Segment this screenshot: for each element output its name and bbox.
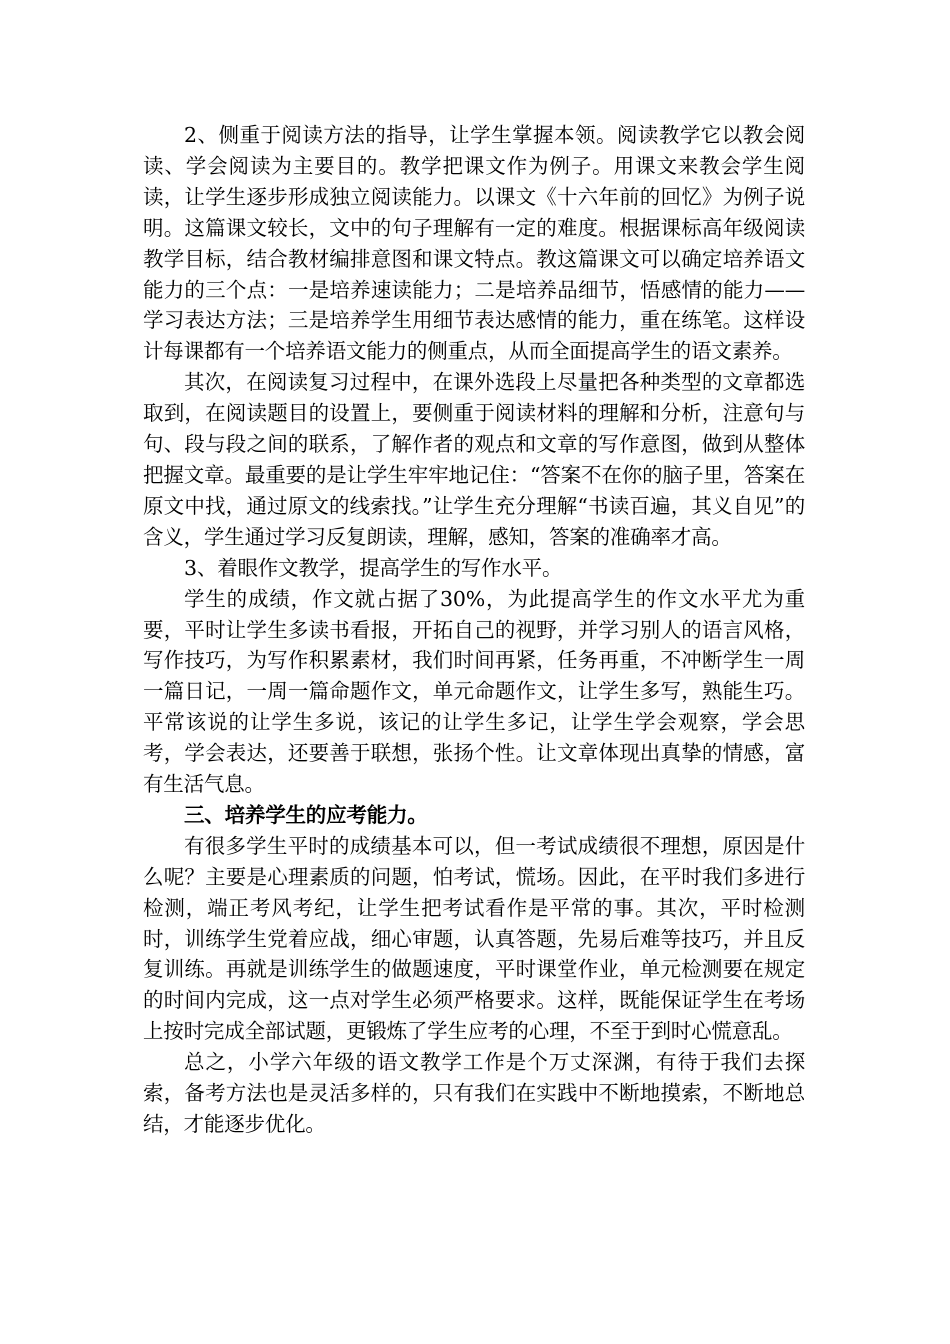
section-heading-exam-ability: 三、培养学生的应考能力。 — [184, 802, 428, 827]
paragraph-exam-psychology: 有很多学生平时的成绩基本可以，但一考试成绩很不理想，原因是什么呢？主要是心理素质的问题，怕考试，慌场。因此，在平时我们多进行检测，端正考风考纪，让学生把考试看作是平常的事。其次，平时检测时，训练学生党着应战，细心审题，认真答题，先易后难等技巧，并且反复训练。再就是训练学生的做题速度，平时课堂作业，单元检测要在规定的时间内完成，这一点对学生必须严格要求。这样，既能保证学生在考场上按时完成全部试题，更锻炼了学生应考的心理，不至于到时心慌意乱。 — [143, 833, 805, 1044]
paragraph-conclusion: 总之，小学六年级的语文教学工作是个万丈深渊，有待于我们去探索，备考方法也是灵活多样的，只有我们在实践中不断地摸索，不断地总结，才能逐步优化。 — [143, 1050, 805, 1136]
paragraph-reading-review: 其次，在阅读复习过程中，在课外选段上尽量把各种类型的文章都选取到，在阅读题目的设置上，要侧重于阅读材料的理解和分析，注意句与句、段与段之间的联系，了解作者的观点和文章的写作意图，做到从整体把握文章。最重要的是让学生牢牢地记住：“答案不在你的脑子里，答案在原文中找，通过原文的线索找。”让学生充分理解“书读百遍，其义自见”的含义，学生通过学习反复朗读，理解，感知，答案的准确率才高。 — [143, 370, 805, 549]
paragraph-reading-method: 2、侧重于阅读方法的指导，让学生掌握本领。阅读教学它以教会阅读、学会阅读为主要目的。教学把课文作为例子。用课文来教会学生阅读，让学生逐步形成独立阅读能力。以课文《十六年前的回忆》为例子说明。这篇课文较长，文中的句子理解有一定的难度。根据课标高年级阅读教学目标，结合教材编排意图和课文特点。教这篇课文可以确定培养语文能力的三个点：一是培养速读能力；二是培养品细节，悟感情的能力——学习表达方法；三是培养学生用细节表达感情的能力，重在练笔。这样设计每课都有一个培养语文能力的侧重点，从而全面提高学生的语文素养。 — [143, 123, 805, 364]
paragraph-writing-level: 学生的成绩，作文就占据了30%，为此提高学生的作文水平尤为重要，平时让学生多读书看报，开拓自己的视野，并学习别人的语言风格，写作技巧，为写作积累素材，我们时间再紧，任务再重，不冲断学生一周一篇日记，一周一篇命题作文，单元命题作文，让学生多写，熟能生巧。平常该说的让学生多说，该记的让学生多记，让学生学会观察，学会思考，学会表达，还要善于联想，张扬个性。让文章体现出真挚的情感，富有生活气息。 — [143, 586, 805, 797]
paragraph-writing-heading: 3、着眼作文教学，提高学生的写作水平。 — [184, 555, 563, 580]
document-page — [143, 120, 805, 1140]
